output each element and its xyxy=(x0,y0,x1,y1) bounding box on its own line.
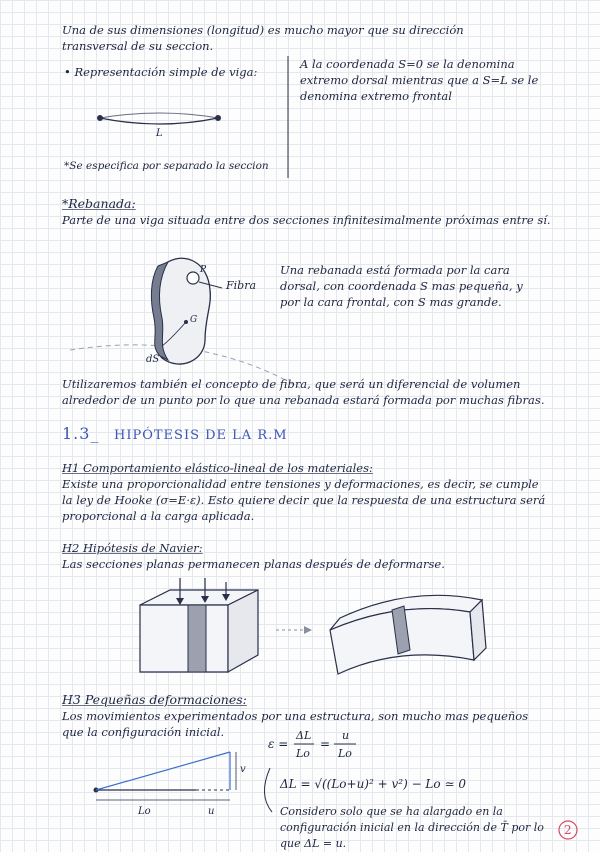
beam-start-node xyxy=(97,115,103,121)
intro-text: Una de sus dimensiones (longitud) es mucho mayor que su dirección transversal de su seccion. xyxy=(62,23,464,53)
navier-arrow xyxy=(276,626,312,634)
formula1-eq: = xyxy=(320,737,331,751)
point-g-label: G xyxy=(190,315,198,325)
formula1-frac2-num: u xyxy=(342,729,350,742)
section-note: *Se especifica por separado la seccion xyxy=(64,160,269,172)
coordinate-text: A la coordenada S=0 se la denomina extremo dorsal mientras que a S=L se le denomina extremo frontal xyxy=(300,57,539,103)
formula1-lhs: ε = xyxy=(268,737,289,751)
section-number: 1.3_ xyxy=(62,424,100,443)
displacement-sketch xyxy=(94,752,273,812)
point-p-label: P xyxy=(200,265,207,275)
h3-conclusion: Considero solo que se ha alargado en la configuración inicial en la dirección de T̄ por lo que ΔL = u. xyxy=(280,805,544,850)
beam-label: • Representación simple de viga: xyxy=(64,65,258,79)
section-title: HIPÓTESIS DE LA R.M xyxy=(114,428,288,443)
formula2: ΔL = √((Lo+u)² + v²) − Lo ≃ 0 xyxy=(280,777,466,791)
beam-end-node xyxy=(215,115,221,121)
page-number: 2 xyxy=(564,823,572,837)
h1-title: H1 Comportamiento elástico-lineal de los materiales: xyxy=(62,461,373,475)
h2-body: Las secciones planas permanecen planas después de deformarse. xyxy=(62,557,445,571)
fibra-paragraph: Utilizaremos también el concepto de fibra, que será un diferencial de volumen alrededor de un punto por lo que una rebanada estará formada por muchas fibras. xyxy=(62,377,545,407)
h2-title: H2 Hipótesis de Navier: xyxy=(62,541,203,555)
u-label: u xyxy=(208,806,215,817)
h3-title: H3 Pequeñas deformaciones: xyxy=(62,692,247,707)
formula1-frac1-num: ΔL xyxy=(296,729,312,742)
v-label: v xyxy=(240,764,246,775)
lo-label: Lo xyxy=(138,806,151,817)
navier-deformed-beam xyxy=(330,595,486,674)
simple-beam-sketch xyxy=(97,113,221,124)
rebanada-definition: Parte de una viga situada entre dos secciones infinitesimalmente próximas entre sí. xyxy=(62,213,551,227)
rebanada-sketch xyxy=(70,258,300,388)
ds-label: dS xyxy=(146,354,160,365)
rebanada-title: *Rebanada: xyxy=(62,196,136,211)
fibra-label: Fibra xyxy=(226,279,257,292)
h1-body: Existe una proporcionalidad entre tensiones y deformaciones, es decir, se cumple la ley de Hooke (σ=E·ε). Esto quiere decir que la respuesta de una estructura será proporcional a la carga aplicada. xyxy=(62,477,546,523)
rebanada-description: Una rebanada está formada por la cara dorsal, con coordenada S mas pequeña, y por la cara frontal, con S mas grande. xyxy=(280,263,523,309)
navier-straight-beam xyxy=(140,578,258,672)
formula1-frac1-den: Lo xyxy=(296,747,310,760)
beam-length-label: L xyxy=(156,128,163,139)
h3-body: Los movimientos experimentados por una estructura, son mucho mas pequeños que la configuración inicial. xyxy=(62,709,529,739)
formula1-frac2-den: Lo xyxy=(338,747,352,760)
